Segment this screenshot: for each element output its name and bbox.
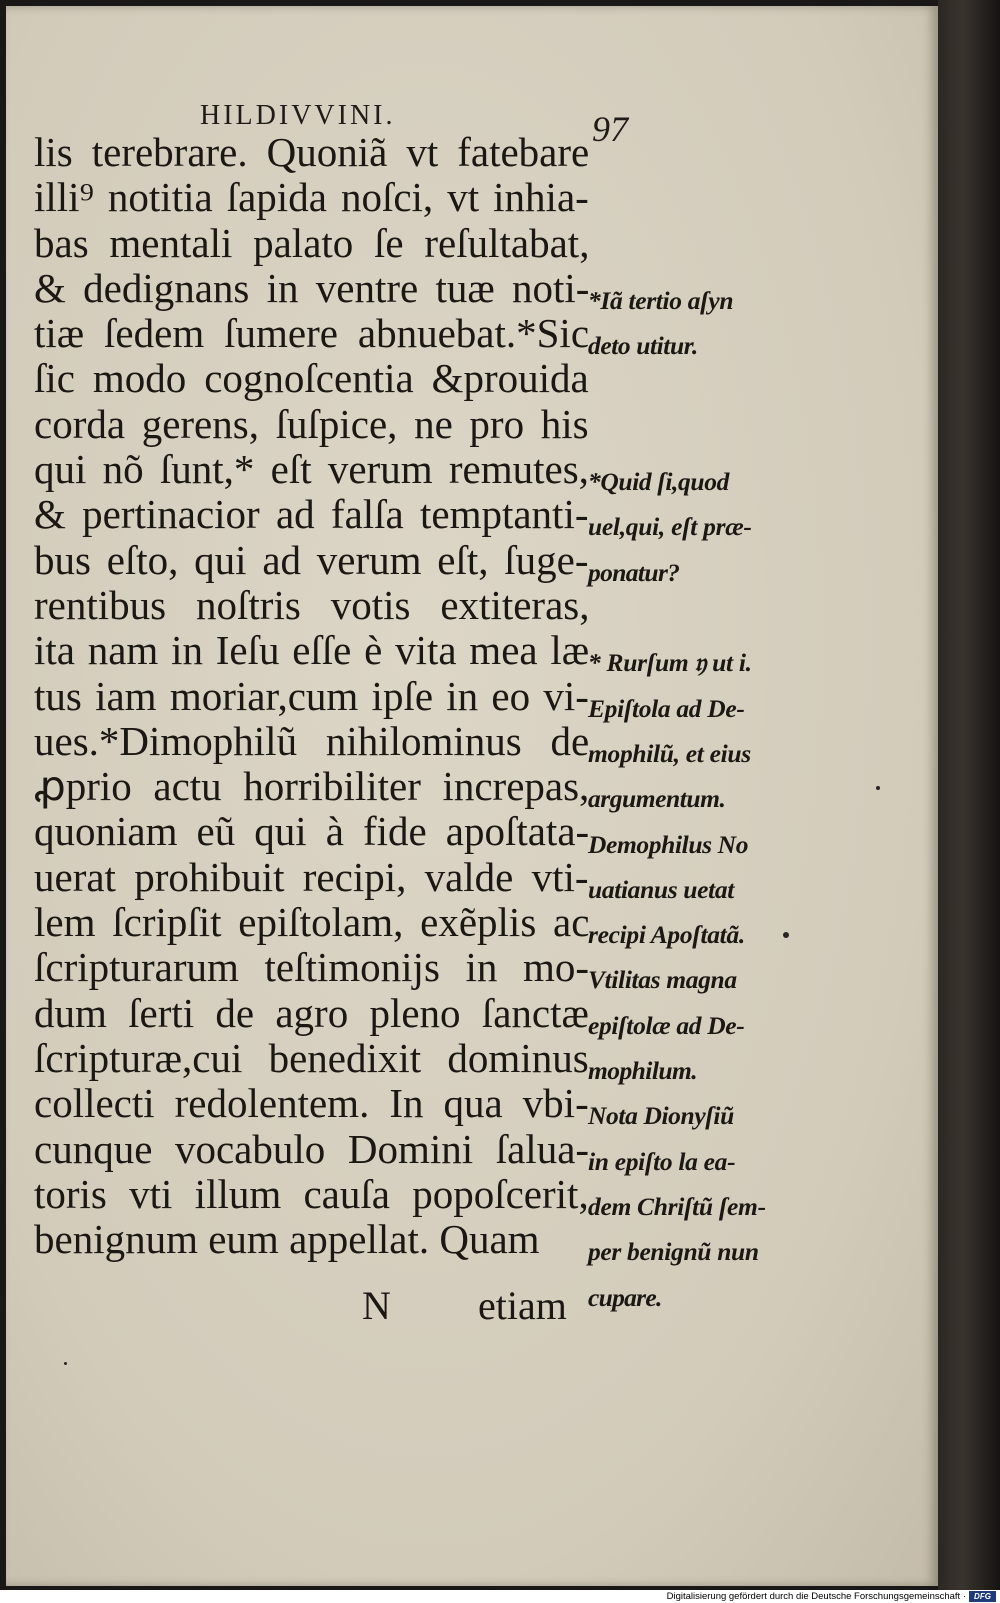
margin-note-line: cupare. — [588, 1282, 662, 1312]
text-line: lis terebrare. Quoniã vt fatebare — [34, 129, 590, 175]
text-line: & pertinacior ad falſa temptanti- — [34, 491, 589, 538]
ink-speck — [876, 786, 880, 790]
margin-note-line: *Iã tertio aſyn — [588, 286, 734, 315]
catchword: etiam — [478, 1283, 567, 1328]
page-number: 97 — [592, 109, 628, 149]
text-line: tus iam moriar,cum ipſe in eo vi- — [34, 672, 589, 719]
page-edge-shadow — [938, 0, 1000, 1590]
text-line: qui nõ ſunt,* eſt verum remutes, — [34, 446, 589, 493]
text-line: ita nam in Ieſu eſſe è vita mea læ — [34, 627, 590, 674]
text-line: corda gerens, ſuſpice, ne pro his — [34, 400, 589, 447]
margin-note-line: ponatur? — [588, 557, 680, 587]
text-line: dum ſerti de agro pleno ſanctæ — [34, 989, 589, 1036]
margin-note-line: epiſtolæ ad De- — [588, 1010, 745, 1040]
margin-note-line: in epiſto la ea- — [588, 1146, 736, 1176]
margin-note-line: mophilũ, et eius — [588, 738, 751, 768]
text-line: bas mentali palato ſe reſultabat, — [34, 219, 590, 266]
text-line: toris vti illum cauſa popoſcerit, — [34, 1170, 589, 1217]
text-line: ſcripturarum teſtimonijs in mo- — [34, 944, 589, 991]
margin-note-line: argumentum. — [588, 784, 726, 814]
text-line: & dedignans in ventre tuæ noti- — [34, 264, 590, 311]
text-line: illi⁹ notitia ſapida noſci, vt inhia- — [34, 174, 589, 221]
text-line: benignum eum appellat. Quam — [34, 1216, 540, 1263]
digitization-footer — [0, 1590, 1000, 1603]
text-line: rentibus noſtris votis extiteras, — [34, 581, 590, 628]
text-line: tiæ ſedem ſumere abnuebat.*Sic — [34, 310, 590, 357]
margin-note-line — [588, 595, 818, 640]
margin-note-line: recipi Apoſtatã. — [588, 920, 745, 950]
text-line: ſcripturæ,cui benedixit dominus — [34, 1034, 589, 1081]
margin-note-line: Nota Dionyſiũ — [588, 1101, 734, 1131]
margin-note-line: Demophilus No — [588, 829, 749, 859]
margin-note-line: dem Chriſtũ ſem- — [588, 1191, 766, 1221]
text-line: uerat prohibuit recipi, valde vti- — [34, 853, 589, 900]
text-line: bus eſto, qui ad verum eſt, ſuge- — [34, 536, 589, 583]
footer-credit: Digitalisierung gefördert durch die Deutsche Forschungsgemeinschaft · — [666, 1591, 966, 1602]
signature-mark: N — [362, 1283, 391, 1328]
margin-note-line — [588, 414, 818, 459]
dfg-logo: DFG — [969, 1591, 996, 1602]
margin-note-line: Vtilitas magna — [588, 965, 737, 995]
margin-note-line: *Quid ſi,quod — [588, 467, 729, 497]
margin-note-line: Epiſtola ad De- — [588, 693, 745, 723]
text-line: ſic modo cognoſcentia &prouida — [34, 355, 589, 402]
running-head: HILDIVVINI. — [200, 100, 396, 131]
main-text-block — [34, 130, 594, 1262]
margin-note-line: uel,qui, eſt præ- — [588, 512, 752, 542]
margin-note-line: deto utitur. — [588, 331, 698, 361]
text-line: ꝓprio actu horribiliter increpas, — [34, 763, 590, 810]
text-line: cunque vocabulo Domini ſalua- — [34, 1125, 590, 1172]
text-line: collecti redolentem. In qua vbi- — [34, 1080, 589, 1127]
margin-note-line: mophilum. — [588, 1056, 698, 1086]
margin-note-line: per benignũ nun — [588, 1237, 759, 1267]
margin-note-line: uatianus uetat — [588, 874, 734, 904]
text-line: ues.*Dimophilũ nihilominus de — [34, 717, 590, 764]
text-line: lem ſcripſit epiſtolam, exẽplis ac — [34, 899, 590, 946]
marginal-notes — [588, 278, 818, 1320]
margin-note-line — [588, 369, 818, 414]
text-line: quoniam eũ qui à fide apoſtata- — [34, 808, 590, 855]
ink-speck — [64, 1362, 67, 1365]
margin-note-line: * Rurſum 𝔶 ut i. — [588, 648, 752, 678]
